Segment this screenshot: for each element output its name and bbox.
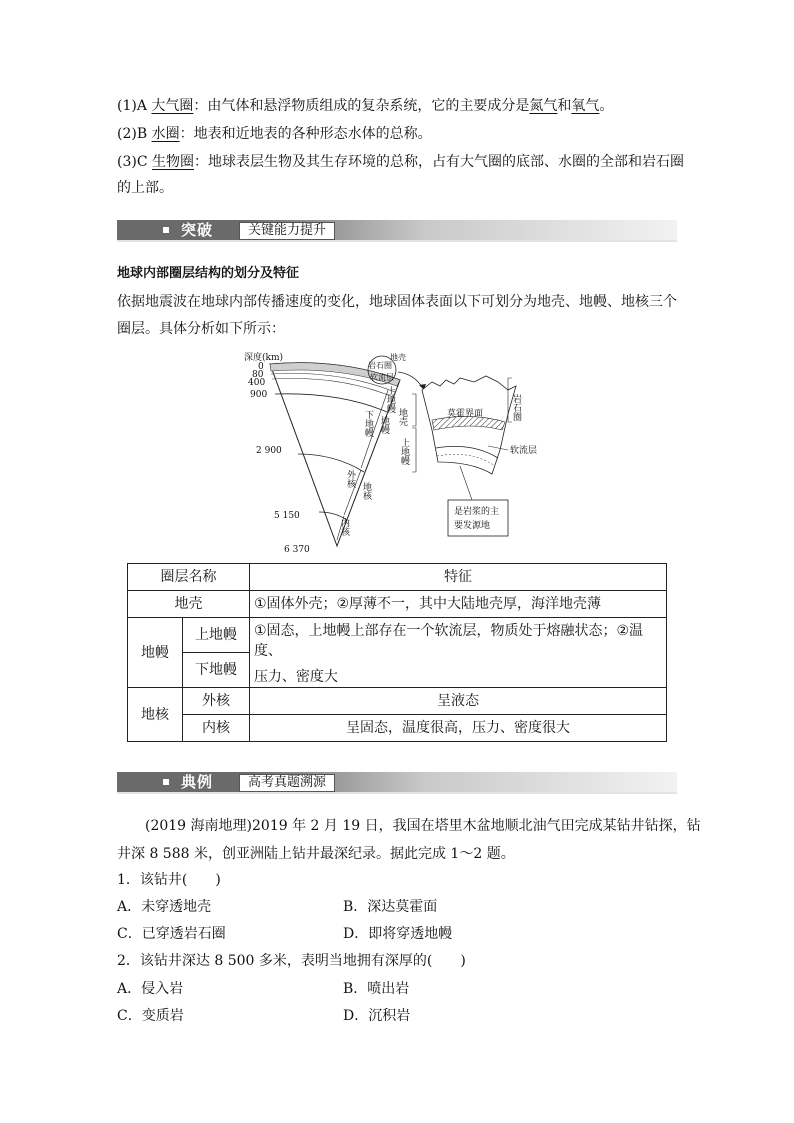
item-prefix: (3)C bbox=[117, 154, 152, 170]
table-header-feature: 特征 bbox=[249, 564, 666, 591]
crust-cell: 地壳 bbox=[128, 591, 250, 618]
oxygen-term: 氧气 bbox=[571, 98, 600, 114]
layers-table bbox=[127, 563, 667, 742]
mantle-feature-line2: 压力、密度大 bbox=[253, 669, 338, 685]
depth-0: 0 bbox=[258, 362, 264, 372]
depth-400: 400 bbox=[248, 378, 266, 388]
biosphere-desc: ：地球表层生物及其生存环境的总称，占有大气圈的底部、水圈的全部和岩石圈 bbox=[194, 154, 684, 170]
q2-option-a[interactable]: A．侵入岩 bbox=[117, 981, 184, 997]
inner-core-feature-cell: 呈固态，温度很高，压力、密度很大 bbox=[249, 715, 666, 742]
banner-rule bbox=[117, 240, 677, 242]
banner-subtitle: 高考真题溯源 bbox=[239, 774, 335, 792]
section-paragraph-line1: 依据地震波在地球内部传播速度的变化，地球固体表面以下可划分为地壳、地幔、地核三个 bbox=[117, 294, 677, 310]
depth-6370: 6 370 bbox=[284, 545, 310, 552]
earth-layers-diagram bbox=[240, 350, 580, 552]
asthenosphere-small-label: 软流层 bbox=[370, 373, 394, 382]
moho-label: 莫霍界面 bbox=[447, 409, 484, 419]
atmosphere-term: 大气圈 bbox=[151, 98, 194, 114]
hydrosphere-desc: ：地表和近地表的各种形态水体的总称。 bbox=[179, 126, 432, 142]
q1-option-b[interactable]: B．深达莫霍面 bbox=[343, 899, 438, 915]
core-label: 地核 bbox=[361, 482, 371, 500]
crust-label: 地壳 bbox=[390, 353, 406, 362]
lithosphere-small-label: 岩石圈 bbox=[368, 361, 392, 370]
hydrosphere-term: 水圈 bbox=[151, 126, 180, 142]
q1-option-d[interactable]: D．即将穿透地幔 bbox=[343, 926, 453, 942]
depth-2900: 2 900 bbox=[256, 446, 282, 456]
magma-note-line2: 要发源地 bbox=[454, 521, 491, 531]
item-prefix: (1)A bbox=[117, 98, 152, 114]
crust-feature-cell: ①固体外壳；②厚薄不一，其中大陆地壳厚，海洋地壳薄 bbox=[249, 591, 666, 618]
q2-option-d[interactable]: D．沉积岩 bbox=[343, 1008, 411, 1024]
inner-core-cell: 内核 bbox=[183, 715, 250, 742]
mantle-cell: 地幔 bbox=[128, 618, 183, 688]
mantle-label: 地幔 bbox=[379, 416, 389, 434]
right-upper-mantle-label: 上地幔 bbox=[399, 438, 409, 465]
right-lithosphere-label: 岩石圈 bbox=[511, 394, 521, 421]
magma-note-line1: 是岩浆的主 bbox=[454, 507, 500, 517]
biosphere-term: 生物圈 bbox=[152, 154, 194, 170]
question-2: 2．该钻井深达 8 500 多米，表明当地拥有深厚的( ) bbox=[117, 953, 466, 969]
mantle-feature-cell bbox=[249, 618, 666, 688]
depth-title: 深度(km) bbox=[244, 353, 284, 363]
q1-option-c[interactable]: C．已穿透岩石圈 bbox=[117, 926, 226, 942]
depth-5150: 5 150 bbox=[274, 511, 300, 521]
inner-core-label: 内核 bbox=[339, 518, 349, 536]
banner-tag: 突破 bbox=[181, 221, 214, 239]
table-header-row bbox=[128, 564, 667, 591]
section-paragraph-line2: 圈层。具体分析如下所示： bbox=[117, 321, 285, 337]
section-heading: 地球内部圈层结构的划分及特征 bbox=[117, 266, 300, 281]
depth-900: 900 bbox=[250, 390, 268, 400]
hydrosphere-line bbox=[117, 124, 432, 144]
banner-rule bbox=[117, 792, 677, 794]
atmosphere-desc: ：由气体和悬浮物质组成的复杂系统，它的主要成分是 bbox=[193, 98, 530, 114]
table-row bbox=[128, 688, 667, 715]
upper-mantle-small-label: 上地幔 bbox=[385, 386, 395, 413]
table-row bbox=[128, 591, 667, 618]
q2-option-b[interactable]: B．喷出岩 bbox=[343, 981, 410, 997]
outer-core-feature-cell: 呈液态 bbox=[249, 688, 666, 715]
outer-core-cell: 外核 bbox=[183, 688, 250, 715]
outer-core-label: 外核 bbox=[345, 470, 355, 488]
core-cell: 地核 bbox=[128, 688, 183, 742]
upper-mantle-cell: 上地幔 bbox=[183, 618, 250, 653]
mantle-feature-line1: ①固态，上地幔上部存在一个软流层，物质处于熔融状态；②温度、 bbox=[253, 623, 644, 659]
biosphere-line bbox=[117, 152, 684, 172]
biosphere-line-cont: 的上部。 bbox=[117, 180, 173, 196]
depth-80: 80 bbox=[252, 370, 264, 380]
q2-option-c[interactable]: C．变质岩 bbox=[117, 1008, 184, 1024]
banner-subtitle: 关键能力提升 bbox=[239, 222, 335, 240]
q1-option-a[interactable]: A．未穿透地壳 bbox=[117, 899, 212, 915]
square-bullet-icon bbox=[163, 779, 169, 785]
zoom-arrow bbox=[398, 372, 424, 390]
item-prefix: (2)B bbox=[117, 126, 152, 142]
square-bullet-icon bbox=[163, 227, 169, 233]
right-asthenosphere-label: 软流层 bbox=[510, 446, 538, 456]
question-stem-line1: (2019 海南地理)2019 年 2 月 19 日，我国在塔里木盆地顺北油气田完成某钻井钻探，钻 bbox=[145, 818, 701, 834]
table-row bbox=[128, 618, 667, 653]
period: 。 bbox=[599, 98, 614, 114]
question-1: 1．该钻井( ) bbox=[117, 872, 221, 888]
section-banner-breakthrough bbox=[117, 220, 677, 240]
section-banner-example bbox=[117, 772, 677, 792]
right-crust-label: 地壳 bbox=[397, 408, 407, 426]
banner-tag: 典例 bbox=[181, 773, 214, 791]
nitrogen-term: 氮气 bbox=[529, 98, 558, 114]
lower-mantle-cell: 下地幔 bbox=[183, 653, 250, 688]
question-stem-line2: 井深 8 588 米，创亚洲陆上钻井最深纪录。据此完成 1～2 题。 bbox=[117, 846, 515, 862]
table-header-name: 圈层名称 bbox=[128, 564, 250, 591]
table-row bbox=[128, 715, 667, 742]
and-text: 和 bbox=[557, 98, 572, 114]
lower-mantle-label: 下地幔 bbox=[363, 410, 373, 437]
atmosphere-line bbox=[117, 96, 613, 116]
zoom-panel bbox=[422, 376, 516, 500]
